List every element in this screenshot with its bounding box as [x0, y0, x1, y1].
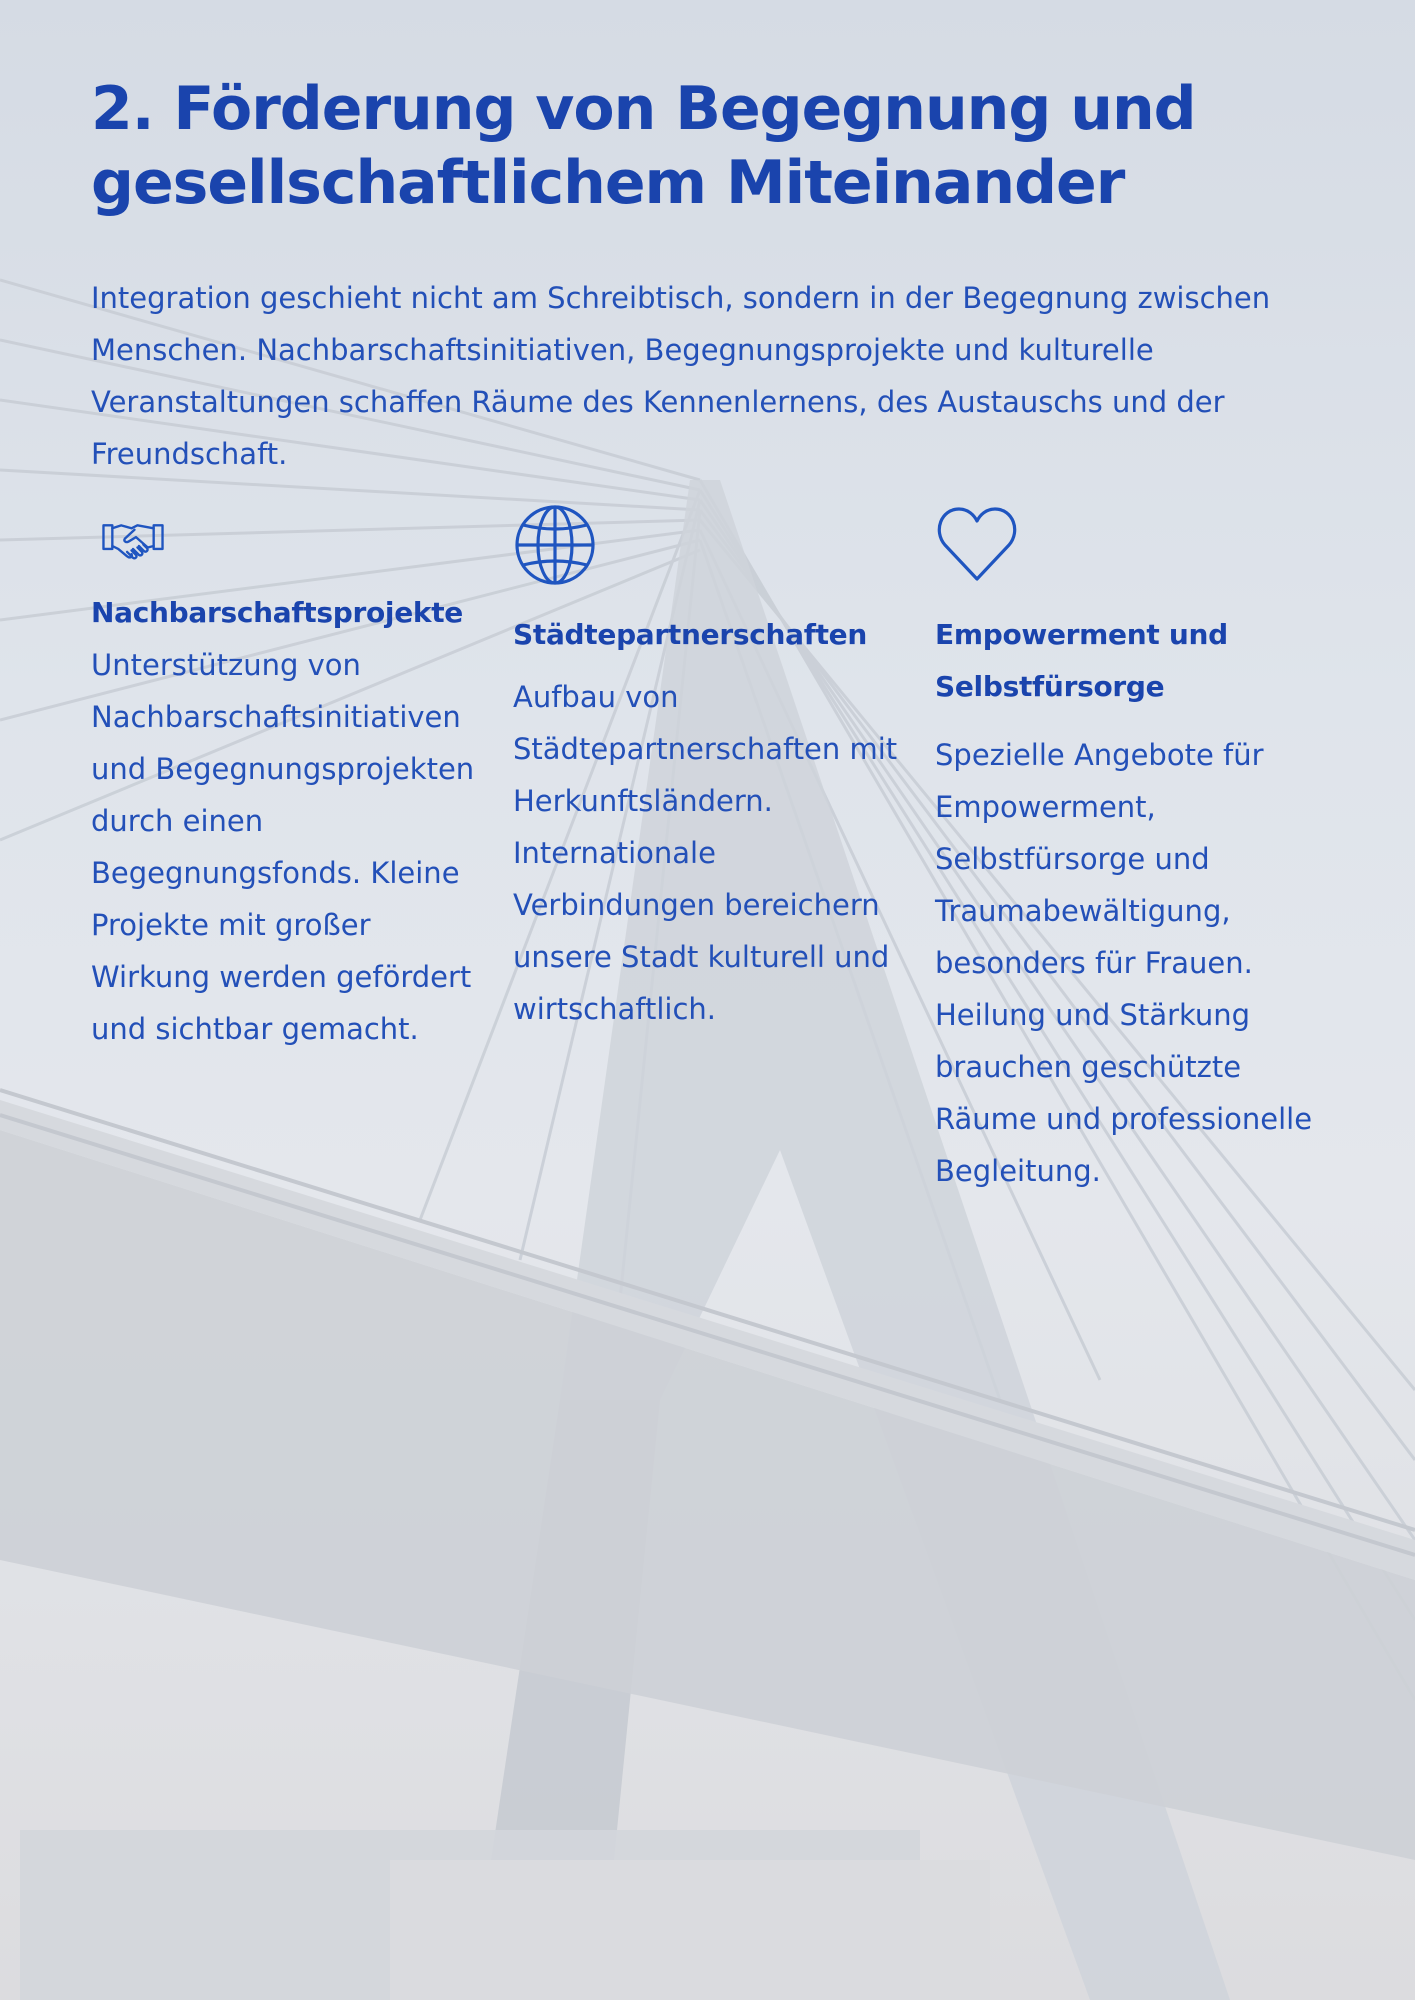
- intro-paragraph: Integration geschieht nicht am Schreibtisch, sondern in der Begegnung zwischen Menschen. Nachbarschaftsinitiativen, Begegnungsprojekte und kulturelle Veranstaltungen schaffen Räume des Kennenlernens, des Austauschs und der Freundschaft.: [91, 281, 1271, 471]
- column-city-partnerships: [513, 505, 908, 1035]
- globe-icon: [513, 503, 597, 587]
- column-heading: Städtepartnerschaften: [513, 618, 868, 651]
- column-heading: Nachbarschaftsprojekte: [91, 596, 464, 629]
- column-text: Spezielle Angebote für Empowerment, Selbstfürsorge und Traumabewältigung, besonders für Frauen. Heilung und Stärkung brauchen geschützte Räume und professionelle Begleitung.: [935, 738, 1313, 1188]
- column-empowerment: [935, 505, 1330, 1197]
- column-heading: Empowerment und Selbstfürsorge: [935, 618, 1228, 703]
- handshake-icon: [91, 515, 175, 577]
- heart-icon: [935, 503, 1019, 587]
- section-title: 2. Förderung von Begegnung und gesellschaftlichem Miteinander: [91, 74, 1196, 218]
- column-text: Unterstützung von Nachbarschaftsinitiativen und Begegnungsprojekten durch einen Begegnungsfonds. Kleine Projekte mit großer Wirkung werden gefördert und sichtbar gemacht.: [91, 648, 475, 1046]
- column-text: Aufbau von Städtepartnerschaften mit Herkunftsländern. Internationale Verbindungen bereichern unsere Stadt kulturell und wirtschaftlich.: [513, 680, 898, 1026]
- column-neighborhood-projects: [91, 505, 486, 1055]
